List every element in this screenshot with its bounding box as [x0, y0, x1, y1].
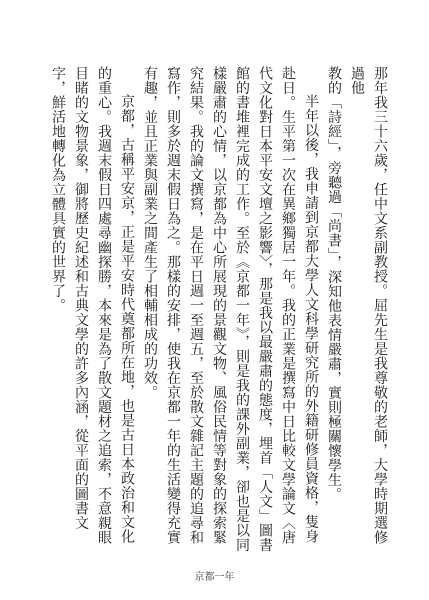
paragraph-continuation-end: 教的「詩經」，旁聽過「尚書」，深知他表情嚴肅，實則極關懷學生。 — [326, 66, 342, 502]
page-footer-title: 京都一年 — [194, 572, 235, 583]
paragraph-continuation: 那年我三十六歲，任中文系副教授。屈先生是我尊敬的老師，大學時期選修過他 — [349, 66, 388, 545]
paragraph-kyoto-heian: 京都，古稱平安京，正是平安時代奠都所在地，也是古日本政治和文化的重心。我週末假日四處尋幽探勝，本來是為了散文題材之追索，不意親眼目睹的文物景象，御將歷史紀述和古典文學的許多內涵，從平面的圖書文字，鮮活地轉化為立體具實的世界了。 — [50, 66, 135, 545]
paragraph-research-year: 半年以後，我申請到京都大學人文科學研究所的外籍研修員資格，隻身赴日。生平第一次在異鄉獨居一年。我的正業是撰寫中日比較文學論文〈唐代文化對日本平安文壇之影響〉，那是我以最嚴肅的態度，埋首「人文」圖書館的書堆裡完成的工作。至於《京都一年》，則是我的課外副業，卻也是以同樣嚴肅的心情，以京都為中心所展現的景觀文物、風俗民情等對象的探索緊究結果。我的論文撰寫，是在平日週一至週五，至於散文雜記主題的追尋和寫作，則多於週末假日為之。那樣的安排，使我在京都一年的生活變得充實有趣，並且正業與副業之間產生了相輔相成的功效。 — [142, 66, 319, 552]
vertical-text-body — [46, 66, 391, 554]
